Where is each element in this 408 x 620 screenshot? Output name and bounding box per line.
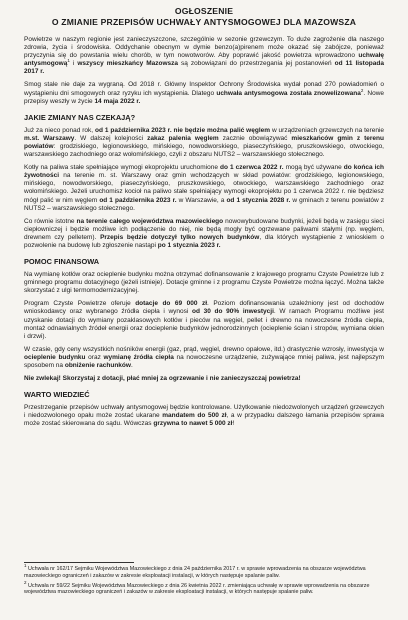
document-title: OGŁOSZENIE: [174, 6, 234, 16]
section-heading-changes: JAKIE ZMIANY NAS CZEKAJĄ?: [24, 112, 136, 122]
footnote-divider: [24, 562, 134, 563]
worth-knowing-paragraph: Przestrzeganie przepisów uchwały antysmogowej będzie kontrolowane. Użytkowanie niedozwolonych urządzeń grzewczych i niedozwolonego opału może zostać ukarane mandatem do 500 zł, a w przypadku dalszego łamania przepisów sprawa może zostać skierowana do sądu. Wówczas grzywna to nawet 5 000 zł!: [24, 404, 384, 428]
intro-paragraph-2: Smog stale nie daje za wygraną. Od 2018 r. Główny Inspektor Ochrony Środowiska wydał ponad 270 powiadomień o wystąpieniu dni smogowych oraz ryzyku ich wystąpienia. Dlatego uchwała antysmogowa została znowelizowana$^2$. Nowe przepisy weszły w życie 14 maja 2022 r.: [24, 81, 384, 105]
footnote-2: $^2$ Uchwała nr 59/22 Sejmiku Województwa Mazowieckiego z dnia 26 kwietnia 2022 r. zmieniająca uchwałę w sprawie wprowadzenia na obszarze województwa mazowieckiego ograniczeń i zakazów w zakresie eksploatacji instalacji, w których następuje spalanie paliw.: [24, 579, 370, 596]
section-heading-worth-knowing: WARTO WIEDZIEĆ: [24, 390, 90, 400]
financial-paragraph-3: W czasie, gdy ceny wszystkich nośników energii (gaz, prąd, węgiel, drewno opałowe, itd.) drastycznie wzrosły, inwestycja w ocieplenie budynku oraz wymianę źródła ciepła na nowoczesne urządzenie, zużywające mniej paliwa, jest najlepszym sposobem na obniżenie rachunków.: [24, 345, 384, 369]
document-subtitle: O ZMIANIE PRZEPISÓW UCHWAŁY ANTYSMOGOWEJ DLA MAZOWSZA: [51, 17, 357, 27]
changes-paragraph-2: Kotły na paliwa stałe spełniające wymogi ekoprojektu uruchomione do 1 czerwca 2022 r. mogą być używane do końca ich żywotności na terenie m. st. Warszawy oraz gmin wchodzących w skład powiatów: grodziskiego, legionowskiego, mińskiego, nowodworskiego, piaseczyńskiego, pruszkowskiego, otwockiego, warszawskiego zachodniego oraz wołomińskiego. Jeżeli uruchomisz kocioł na paliwo stałe spełniający wymogi ekoprojektu po 1 czerwca 2022 r. nie będziesz mógł palić w nim węglem od 1 października 2023 r. w Warszawie, a od 1 stycznia 2028 r. w gminach z terenu powiatów z NUTS2 – warszawskiego stołecznego.: [24, 164, 385, 212]
changes-paragraph-1: Już za nieco ponad rok, od 1 października 2023 r. nie będzie można palić węglem w urządzeniach grzewczych na terenie m.st. Warszawy. W dalszej kolejności zakaz palenia węglem zacznie obowiązywać mieszkańców gmin z terenu powiatów: grodziskiego, legionowskiego, mińskiego, nowodworskiego, piaseczyńskiego, pruszkowskiego, otwockiego, warszawskiego zachodniego oraz wołomińskiego, czyli z obszaru NUTS2 – warszawskiego stołecznego.: [24, 126, 384, 159]
financial-call-to-action: Nie zwlekaj! Skorzystaj z dotacji, płać mniej za ogrzewanie i nie zanieczyszczaj powietrza!: [24, 375, 301, 383]
footnote-1: $^1$ Uchwała nr 162/17 Sejmiku Województwa Mazowieckiego z dnia 24 października 2017 r. w sprawie wprowadzenia na obszarze województwa mazowieckiego ograniczeń i zakazów w zakresie eksploatacji instalacji, w których następuje spalanie paliw.: [24, 563, 366, 579]
footnotes: [24, 563, 384, 599]
financial-paragraph-1: Na wymianę kotłów oraz ocieplenie budynku można otrzymać dofinansowanie z krajowego programu Czyste Powietrze lub z gminnego programu dotacyjnego (jeżeli istnieje). Dotacje gminne i z programu Czyste Powietrze można łączyć. Można także skorzystać z ulgi termomodernizacyjnej.: [24, 271, 384, 295]
changes-paragraph-3: Co równie istotne na terenie całego województwa mazowieckiego nowowybudowane budynki, jeżeli będą w zasięgu sieci ciepłowniczej i będzie możliwe ich podłączenie do niej, nie będą mogły być ogrzewane paliwami stałymi (np. węglem, drewnem czy pelletem). Przepis będzie dotyczył tylko nowych budynków, dla których wystąpienie z wnioskiem o pozwolenie na budowę lub zgłoszenie nastąpi po 1 stycznia 2023 r.: [24, 217, 385, 249]
financial-paragraph-2: Program Czyste Powietrze oferuje dotacje do 69 000 zł. Poziom dofinansowania uzależniony jest od dochodów wnioskodawcy oraz wybranego źródła ciepła i wynosi od 30 do 90% inwestycji. W ramach Programu możliwe jest uzyskanie dotacji do wymiany pozaklasowych kotłów i pieców na węgiel, pellet i drewno na nowoczesne źródła ciepła, montaż odnawialnych źródeł energii oraz docieplenie budynków jednorodzinnych (ocieplenie ścian i stropów, wymiana okien i drzwi).: [24, 300, 384, 340]
section-heading-financial-aid: POMOC FINANSOWA: [24, 257, 100, 267]
intro-paragraph-1: Powietrze w naszym regionie jest zanieczyszczone, szczególnie w sezonie grzewczym. To duże zagrożenie dla naszego zdrowia, życia i środowiska. Oddychanie obecnym w dymie benzo(a)pirenem może okazać się zabójcze, ponieważ przyczynia się do powstania wielu chorób, w tym nowotworów. Aby poprawić jakość powietrza wprowadzono uchwałę antysmogową$^1$ i wszyscy mieszkańcy Mazowsza są zobowiązani do przestrzegania jej postanowień od 11 listopada 2017 r.: [24, 36, 384, 76]
